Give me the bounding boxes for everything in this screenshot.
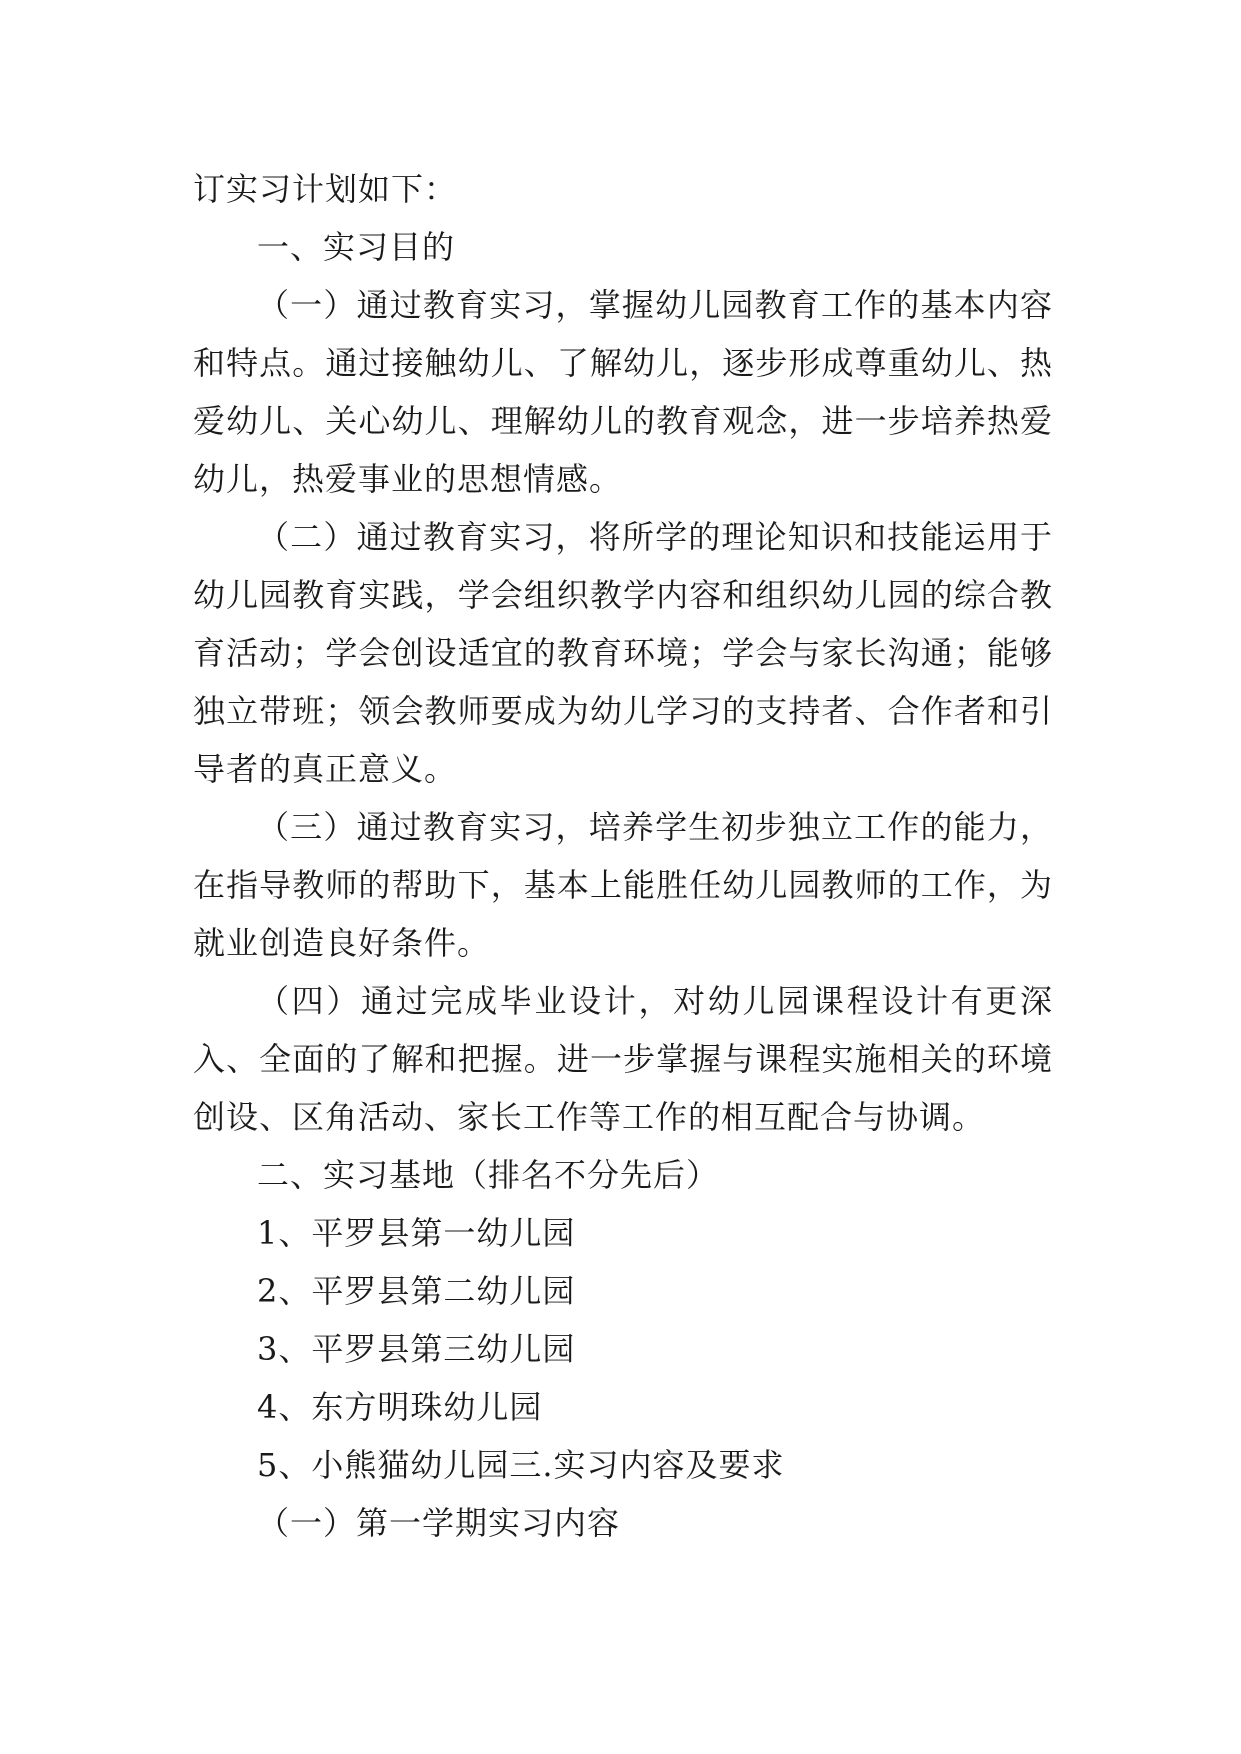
section1-heading: 一、实习目的 [257, 228, 456, 266]
objective-4-paragraph: （四）通过完成毕业设计，对幼儿园课程设计有更深入、全面的了解和把握。进一步掌握与课程实施相关的环境创设、区角活动、家长工作等工作的相互配合与协调。 [193, 982, 1053, 1136]
objective-3-paragraph: （三）通过教育实习，培养学生初步独立工作的能力，在指导教师的帮助下，基本上能胜任幼儿园教师的工作，为就业创造良好条件。 [193, 808, 1053, 962]
practice-base-item: 5、小熊猫幼儿园三.实习内容及要求 [257, 1446, 785, 1484]
practice-base-item: 2、平罗县第二幼儿园 [257, 1272, 576, 1310]
practice-base-item: 4、东方明珠幼儿园 [257, 1388, 543, 1426]
document-body [193, 160, 1053, 1552]
objective-2-paragraph: （二）通过教育实习，将所学的理论知识和技能运用于幼儿园教育实践，学会组织教学内容和组织幼儿园的综合教育活动；学会创设适宜的教育环境；学会与家长沟通；能够独立带班；领会教师要成为幼儿学习的支持者、合作者和引导者的真正意义。 [193, 518, 1053, 788]
intro-tail-text: 订实习计划如下： [193, 170, 458, 208]
section2-heading: 二、实习基地（排名不分先后） [257, 1156, 720, 1194]
practice-base-item: 3、平罗县第三幼儿园 [257, 1330, 576, 1368]
practice-base-list [193, 1204, 1053, 1494]
section3-subheading: （一）第一学期实习内容 [257, 1504, 621, 1542]
practice-base-item: 1、平罗县第一幼儿园 [257, 1214, 576, 1252]
objective-1-paragraph: （一）通过教育实习，掌握幼儿园教育工作的基本内容和特点。通过接触幼儿、了解幼儿，逐步形成尊重幼儿、热爱幼儿、关心幼儿、理解幼儿的教育观念，进一步培养热爱幼儿，热爱事业的思想情感。 [193, 286, 1053, 498]
